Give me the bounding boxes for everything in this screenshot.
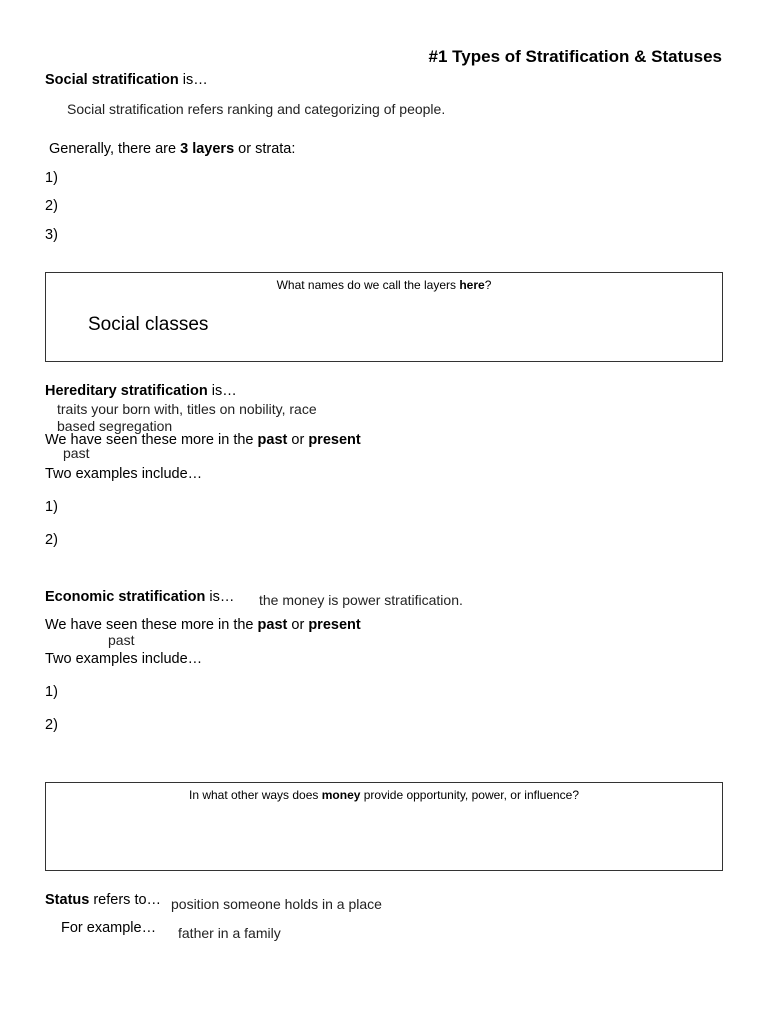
social-stratification-answer[interactable]: Social stratification refers ranking and categorizing of people. xyxy=(67,101,446,117)
box2-prompt-post: provide opportunity, power, or influence? xyxy=(360,788,579,802)
layers-sentence xyxy=(49,141,295,157)
box1-prompt-post: ? xyxy=(484,278,492,292)
hereditary-seen-question xyxy=(45,432,361,448)
money-influence-box xyxy=(45,782,723,871)
economic-seen-answer[interactable]: past xyxy=(108,632,135,648)
hereditary-examples-label: Two examples include… xyxy=(45,466,203,482)
economic-seen-past: past xyxy=(257,617,288,633)
page-title: #1 Types of Stratification & Statuses xyxy=(428,47,722,66)
hereditary-seen-past: past xyxy=(257,432,288,448)
hereditary-suffix: is… xyxy=(207,383,237,399)
status-answer[interactable]: position someone holds in a place xyxy=(171,896,382,912)
economic-stratification-prompt xyxy=(45,589,234,605)
hereditary-answer-line2[interactable]: based segregation xyxy=(57,418,173,434)
economic-term: Economic stratification xyxy=(45,589,206,605)
hereditary-example-1: 1) xyxy=(45,499,58,515)
hereditary-stratification-prompt xyxy=(45,383,237,399)
social-stratification-term: Social stratification xyxy=(45,72,179,88)
layers-pre: Generally, there are xyxy=(49,141,181,157)
status-example-label: For example… xyxy=(61,920,157,936)
economic-examples-label: Two examples include… xyxy=(45,651,203,667)
social-stratification-prompt xyxy=(45,72,208,88)
hereditary-seen-answer[interactable]: past xyxy=(63,445,90,461)
box2-prompt-bold: money xyxy=(321,788,361,802)
economic-seen-pre: We have seen these more in the xyxy=(45,617,258,633)
hereditary-seen-or: or xyxy=(287,432,309,448)
economic-seen-question xyxy=(45,617,361,633)
box2-prompt-pre: In what other ways does xyxy=(188,788,322,802)
status-suffix: refers to… xyxy=(89,892,162,908)
economic-seen-or: or xyxy=(287,617,309,633)
social-stratification-suffix: is… xyxy=(178,72,208,88)
status-example-answer[interactable]: father in a family xyxy=(178,925,281,941)
money-influence-prompt xyxy=(46,788,722,802)
status-prompt xyxy=(45,892,161,908)
economic-example-2: 2) xyxy=(45,717,58,733)
hereditary-answer-line1[interactable]: traits your born with, titles on nobility, race xyxy=(57,401,317,417)
hereditary-example-2: 2) xyxy=(45,532,58,548)
layers-bold: 3 layers xyxy=(180,141,235,157)
economic-seen-present: present xyxy=(308,617,361,633)
layers-names-answer[interactable]: Social classes xyxy=(88,314,209,335)
hereditary-term: Hereditary stratification xyxy=(45,383,208,399)
layers-names-box xyxy=(45,272,723,362)
layers-names-prompt xyxy=(46,278,722,292)
hereditary-seen-present: present xyxy=(308,432,361,448)
layers-post: or strata: xyxy=(234,141,296,157)
status-term: Status xyxy=(45,892,90,908)
economic-suffix: is… xyxy=(205,589,235,605)
layer-item-2: 2) xyxy=(45,198,58,214)
box1-prompt-pre: What names do we call the layers xyxy=(276,278,460,292)
economic-example-1: 1) xyxy=(45,684,58,700)
layer-item-3: 3) xyxy=(45,227,58,243)
layer-item-1: 1) xyxy=(45,170,58,186)
economic-answer[interactable]: the money is power stratification. xyxy=(259,592,463,608)
hereditary-seen-pre: We have seen these more in the xyxy=(45,432,258,448)
box1-prompt-bold: here xyxy=(459,278,485,292)
